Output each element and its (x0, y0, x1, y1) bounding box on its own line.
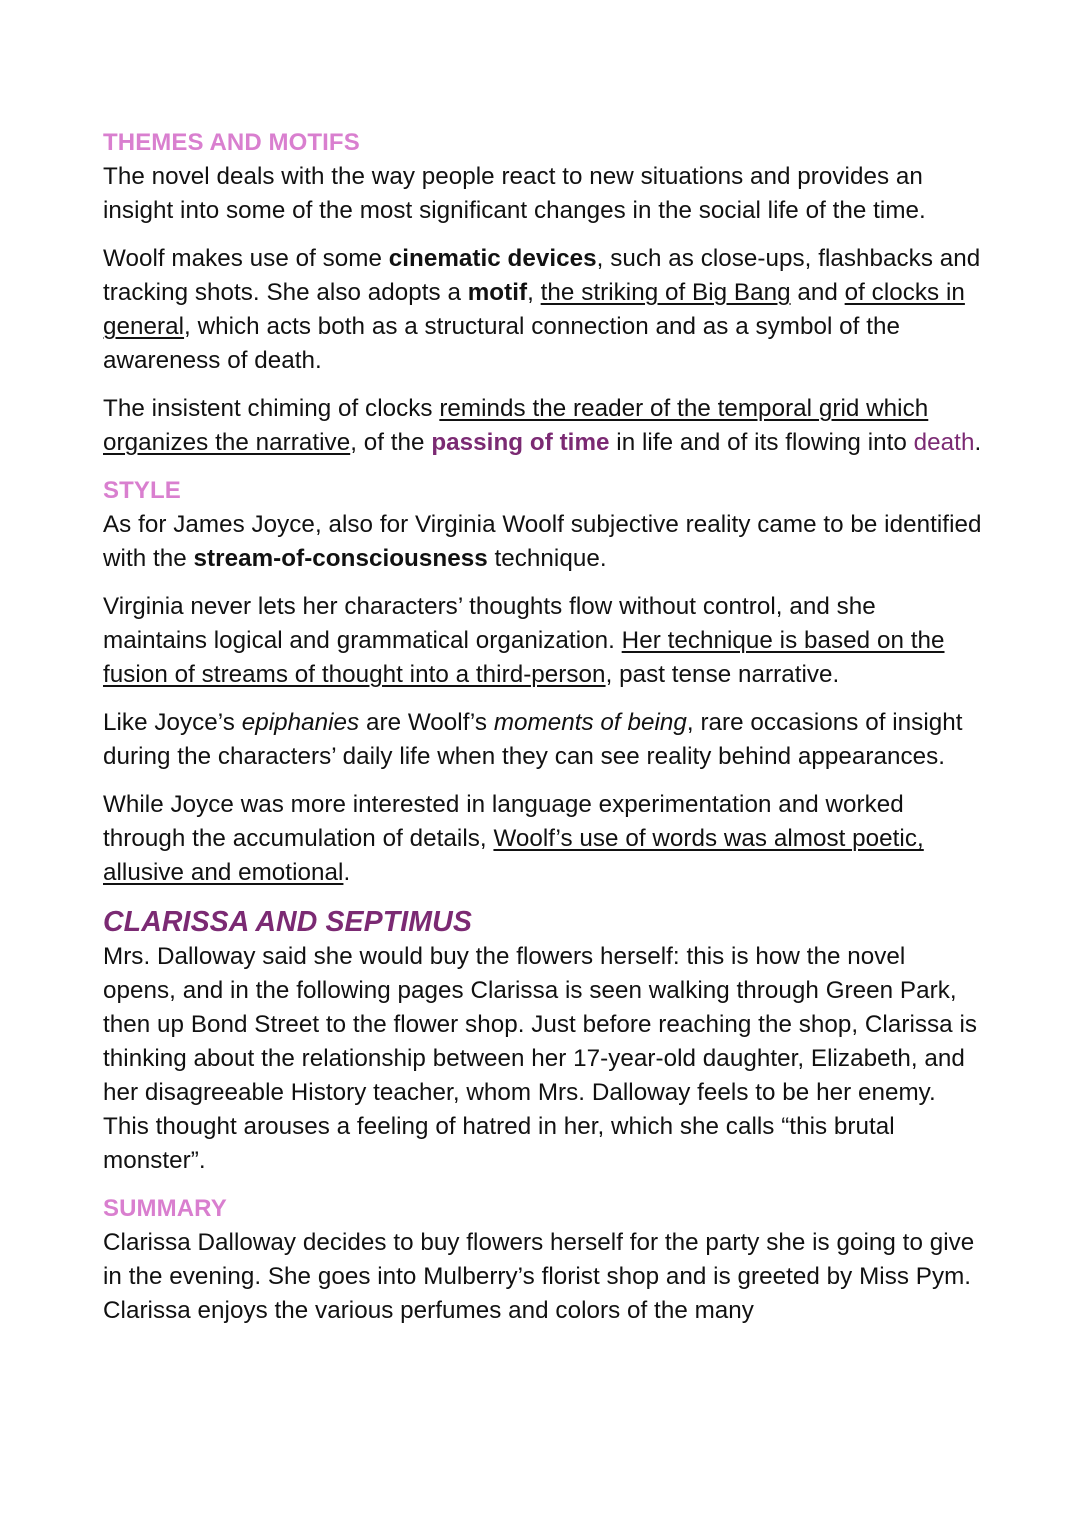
italic-term: moments of being (493, 709, 687, 736)
bold-term: stream-of-consciousness (193, 545, 488, 572)
highlighted-term: passing of time (431, 429, 610, 456)
bold-term: motif (467, 279, 528, 306)
themes-heading: THEMES AND MOTIFS (103, 129, 360, 156)
clarissa-paragraph-1: Mrs. Dalloway said she would buy the flowers herself: this is how the novel opens, and in the following pages Clarissa is seen walking through Green Park, then up Bond Street to the flower shop. Just before reaching the shop, Clarissa is thinking about the relationship between her 17-year-old daughter, Elizabeth, and her disagreeable History teacher, whom Mrs. Dalloway feels to be her enemy. This thought arouses a feeling of hatred in her, which she calls “this brutal monster”. (103, 943, 978, 1174)
document-page (103, 126, 983, 1328)
bold-term: cinematic devices (388, 245, 597, 272)
underlined-phrase: Woolf’s use of words was almost poetic, allusive and emotional (103, 825, 924, 886)
underlined-phrase: Her technique is based on the fusion of streams of thought into a third-person (103, 627, 945, 688)
style-paragraph-2: Virginia never lets her characters’ thoughts flow without control, and she maintains logical and grammatical organization. Her technique is based on the fusion of streams of thought into a third-person, past tense narrative. (103, 593, 945, 688)
underlined-phrase: reminds the reader of the temporal grid which organizes the narrative (103, 395, 929, 456)
themes-paragraph-3: The insistent chiming of clocks reminds the reader of the temporal grid which organizes the narrative, of the passing of time in life and of its flowing into death. (103, 395, 982, 456)
underlined-phrase: the striking of Big Bang (540, 279, 791, 306)
style-paragraph-3: Like Joyce’s epiphanies are Woolf’s moments of being, rare occasions of insight during the characters’ daily life when they can see reality behind appearances. (103, 709, 963, 770)
style-paragraph-1: As for James Joyce, also for Virginia Woolf subjective reality came to be identified with the stream-of-consciousness technique. (103, 511, 982, 572)
themes-paragraph-2: Woolf makes use of some cinematic devices, such as close-ups, flashbacks and tracking shots. She also adopts a motif, the striking of Big Bang and of clocks in general, which acts both as a structural connection and as a symbol of the awareness of death. (103, 245, 981, 374)
summary-paragraph-1: Clarissa Dalloway decides to buy flowers herself for the party she is going to give in the evening. She goes into Mulberry’s florist shop and is greeted by Miss Pym. Clarissa enjoys the various perfumes and colors of the many (103, 1229, 975, 1324)
style-paragraph-4: While Joyce was more interested in language experimentation and worked through the accumulation of details, Woolf’s use of words was almost poetic, allusive and emotional. (103, 791, 924, 886)
summary-heading: SUMMARY (103, 1195, 227, 1222)
underlined-phrase: of clocks in general (103, 279, 965, 340)
style-heading: STYLE (103, 477, 181, 504)
italic-term: epiphanies (241, 709, 360, 736)
clarissa-heading: CLARISSA AND SEPTIMUS (103, 906, 472, 938)
highlighted-word: death (913, 429, 975, 456)
themes-paragraph-1: The novel deals with the way people react to new situations and provides an insight into some of the most significant changes in the social life of the time. (103, 163, 926, 224)
